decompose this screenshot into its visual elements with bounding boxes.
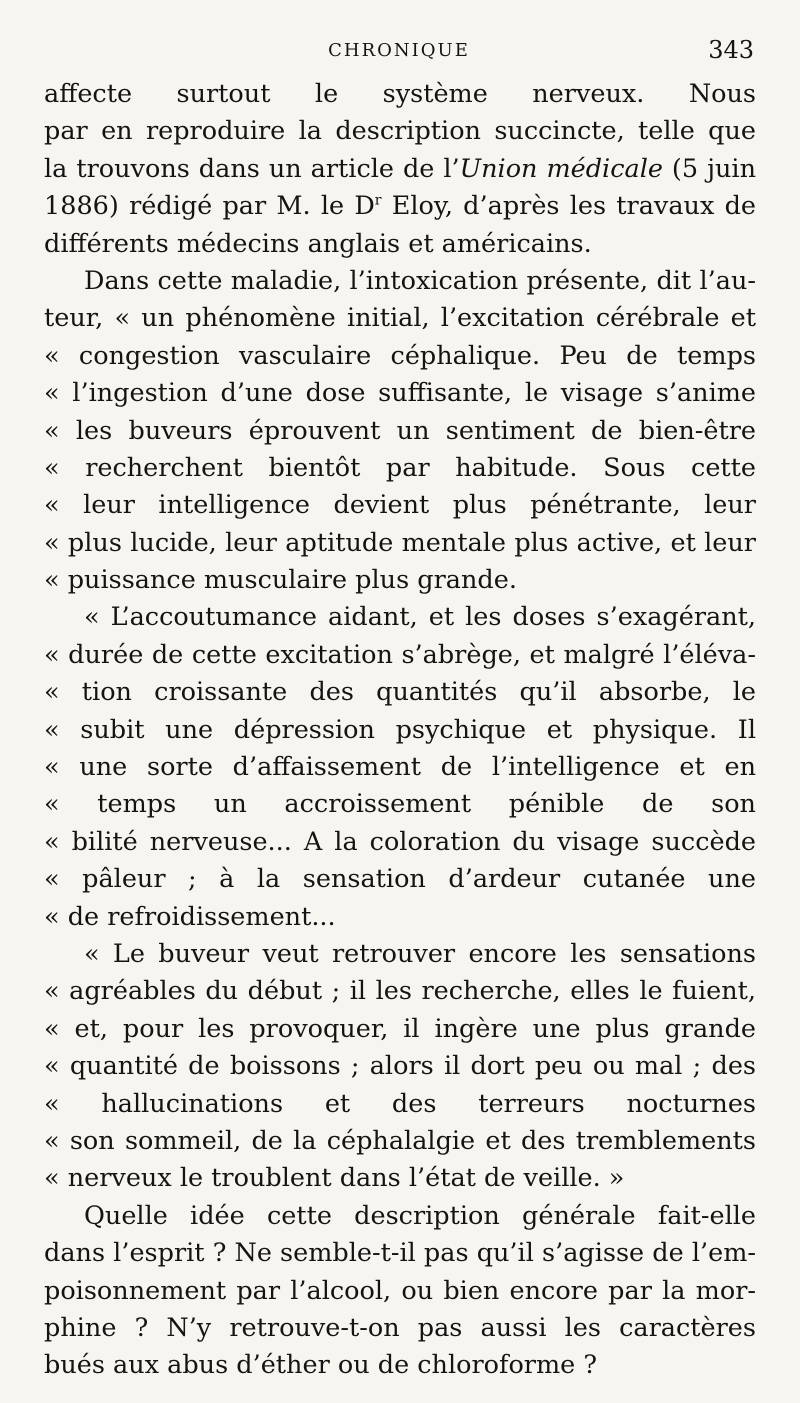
text-line: par en reproduire la description succincte, telle que [44, 116, 756, 147]
running-title: CHRONIQUE [328, 40, 470, 61]
text-line: « pâleur ; à la sensation d’ardeur cutanée une [44, 864, 756, 895]
text-line [44, 151, 756, 188]
text-line: « hallucinations et des terreurs nocturnes [44, 1088, 756, 1119]
text-line [44, 188, 756, 225]
text-line: « tion croissante des quantités qu’il absorbe, le [44, 677, 756, 708]
text-line: bués aux abus d’éther ou de chloroforme ? [44, 1350, 598, 1381]
text-segment: la trouvons dans un article de l’ [44, 153, 460, 184]
text-line: « temps un accroissement pénible de son [44, 789, 756, 820]
text-line: « bilité nerveuse... A la coloration du visage succède [44, 826, 756, 857]
text-line: « et, pour les provoquer, il ingère une plus grande [44, 1013, 756, 1044]
text-line: « les buveurs éprouvent un sentiment de bien-être [44, 415, 756, 446]
text-line: poisonnement par l’alcool, ou bien encore par la mor- [44, 1275, 756, 1306]
text-segment: Eloy, d’après les travaux de [381, 191, 756, 222]
text-segment: (5 juin [662, 153, 756, 184]
running-head [44, 36, 754, 66]
text-line: affecte surtout le système nerveux. Nous [44, 79, 756, 109]
text-segment: 1886) rédigé par M. le D [44, 191, 375, 222]
page-number: 343 [708, 36, 754, 64]
text-line: « subit une dépression psychique et physique. Il [44, 714, 756, 745]
page-body [44, 76, 756, 1385]
text-line: « leur intelligence devient plus pénétrante, leur [44, 490, 756, 521]
text-line: teur, « un phénomène initial, l’excitation cérébrale et [44, 303, 756, 334]
text-line: « congestion vasculaire céphalique. Peu de temps [44, 340, 756, 371]
text-line: « plus lucide, leur aptitude mentale plus active, et leur [44, 527, 756, 558]
text-line: « Le buveur veut retrouver encore les sensations [84, 938, 756, 969]
text-line: « agréables du début ; il les recherche, elles le fuient, [44, 976, 756, 1007]
text-line: « recherchent bientôt par habitude. Sous cette [44, 452, 756, 483]
text-line: « de refroidissement... [44, 901, 336, 932]
text-line: « quantité de boissons ; alors il dort peu ou mal ; des [44, 1051, 756, 1082]
journal-title: Union médicale [459, 153, 663, 184]
text-line: différents médecins anglais et américains. [44, 228, 592, 259]
text-line: « puissance musculaire plus grande. [44, 565, 517, 596]
text-line: Quelle idée cette description générale fait-elle [84, 1200, 756, 1231]
text-line: phine ? N’y retrouve-t-on pas aussi les caractères [44, 1312, 756, 1343]
text-line: dans l’esprit ? Ne semble-t-il pas qu’il s’agisse de l’em- [44, 1238, 756, 1269]
superscript: r [374, 192, 382, 209]
text-line: Dans cette maladie, l’intoxication présente, dit l’au- [84, 265, 756, 296]
text-line: « nerveux le troublent dans l’état de veille. » [44, 1163, 625, 1194]
text-line: « l’ingestion d’une dose suffisante, le visage s’anime [44, 378, 756, 409]
text-line: « L’accoutumance aidant, et les doses s’exagérant, [84, 602, 756, 633]
text-line: « son sommeil, de la céphalalgie et des tremblements [44, 1125, 756, 1156]
text-line: « durée de cette excitation s’abrège, et malgré l’éléva- [44, 639, 756, 670]
text-line: « une sorte d’affaissement de l’intelligence et en [44, 752, 756, 783]
